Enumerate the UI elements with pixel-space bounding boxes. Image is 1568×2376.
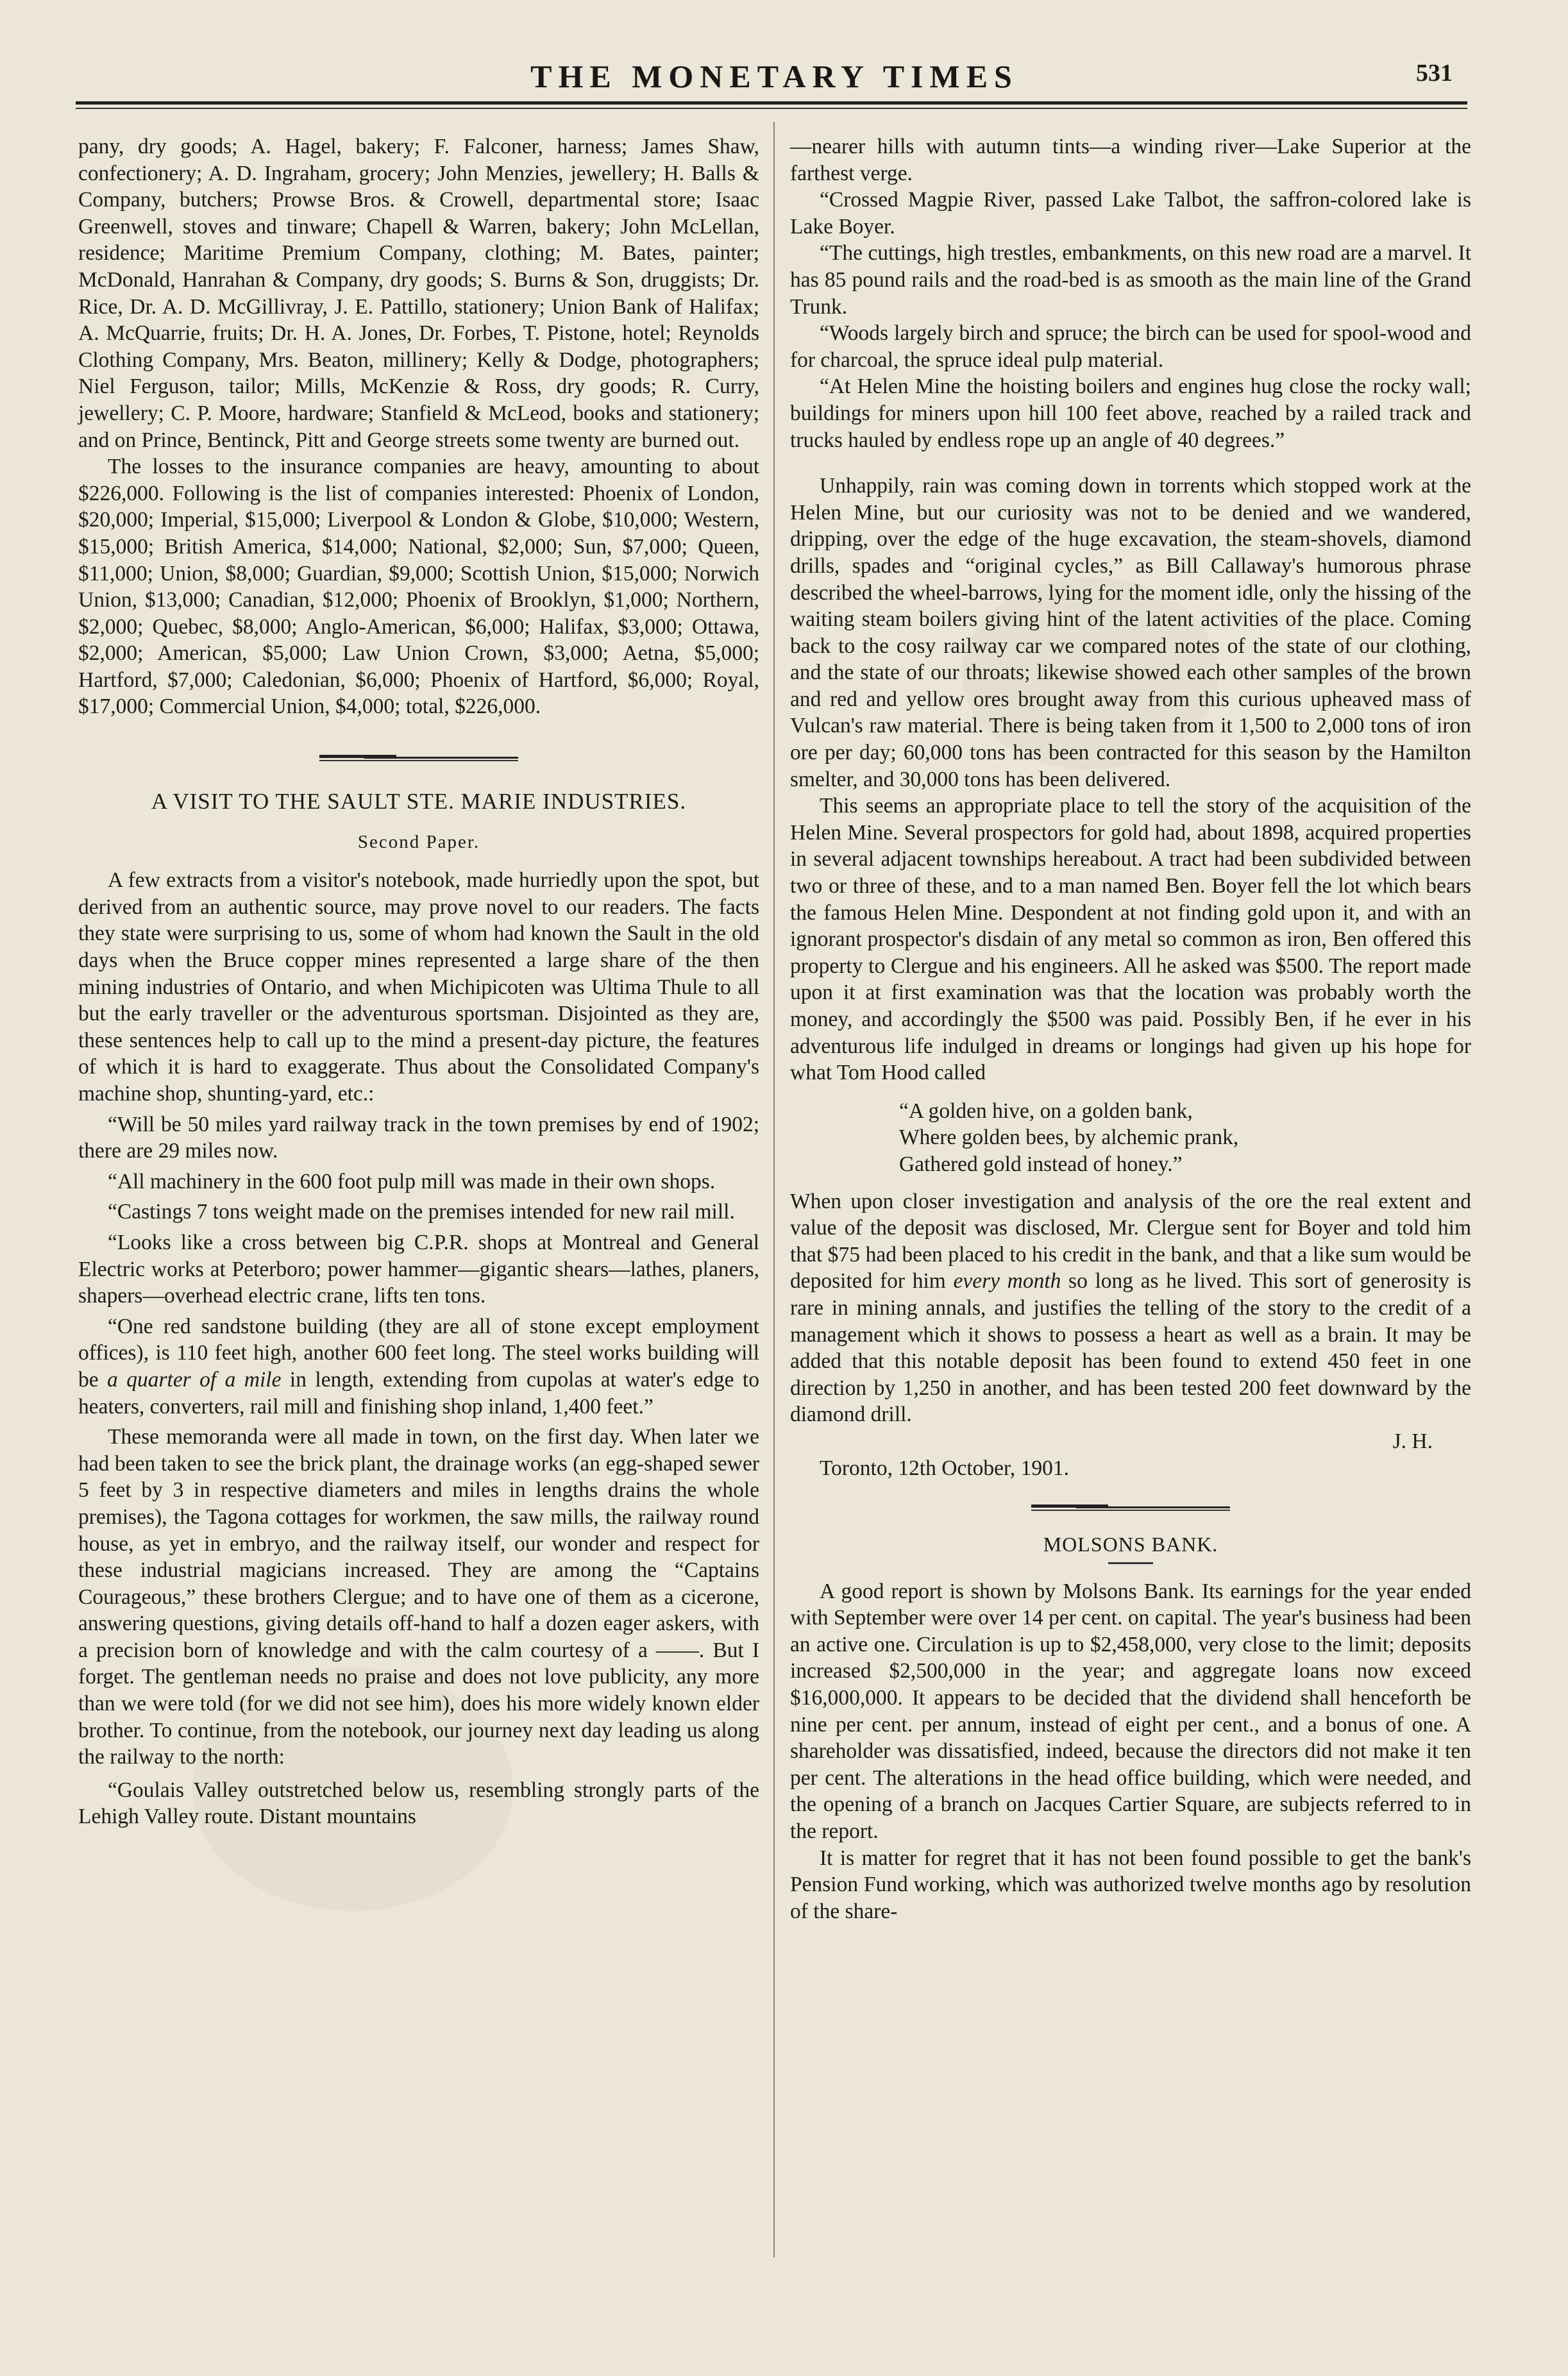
poem-quote: [790, 1098, 1471, 1178]
section-separator: [319, 751, 518, 765]
right-column: [790, 133, 1471, 1925]
notebook-quote: [78, 1313, 759, 1420]
header-rule-thin: [76, 108, 1467, 109]
memoranda-paragraph: These memoranda were all made in town, on the first day. When later we had been taken to see the brick plant, the drainage works (an egg-shaped sewer 5 feet by 3 in respective diameters and miles in lengths drains the whole premises), the Tagona cottages for workmen, the saw mills, the railway round house, as yet in embryo, and the railway itself, our wonder and respect for these industrial magicians increased. They are among the “Captains Courageous,” these brothers Clergue; and to have one of them as a cicerone, answering questions, giving details off-hand to half a dozen eager askers, with a precision born of knowledge and with the calm courtesy of a ——. But I forget. The gentleman needs no praise and does not love publicity, any more than we were told (for we did not see him), does his more widely known elder brother. To continue, from the notebook, our journey next day leading us along the railway to the north:: [78, 1425, 759, 1769]
fire-report-paragraph: pany, dry goods; A. Hagel, bakery; F. Falconer, harness; James Shaw, confectionery; A. D. Ingraham, grocery; John Menzies, jewellery; H. Balls & Company, butchers; Prowse Bros. & Crowell, departmental store; Isaac Greenwell, stoves and tinware; Chapell & Warren, bakery; John McLellan, residence; Maritime Premium Company, clothing; M. Bates, painter; McDonald, Hanrahan & Company, dry goods; S. Burns & Son, druggists; Dr. Rice, Dr. A. D. McGillivray, J. E. Pattillo, stationery; Union Bank of Halifax; A. McQuarrie, fruits; Dr. H. A. Jones, Dr. Forbes, T. Pistone, hotel; Reynolds Clothing Company, Mrs. Beaton, millinery; Kelly & Dodge, photographers; Niel Ferguson, tailor; Mills, McKenzie & Ross, dry goods; R. Curry, jewellery; C. P. Moore, hardware; Stanfield & McLeod, books and stationery; and on Prince, Bentinck, Pitt and George streets some twenty are burned out.: [78, 135, 759, 452]
notebook-quote: “At Helen Mine the hoisting boilers and engines hug close the rocky wall; buildings for miners upon hill 100 feet above, reached by a railed track and trucks hauled by endless rope up an angle of 40 degrees.”: [790, 375, 1471, 452]
article-subtitle: Second Paper.: [357, 831, 480, 852]
column-divider: [773, 122, 775, 2257]
helen-mine-paragraph: Unhappily, rain was coming down in torrents which stopped work at the Helen Mine, but our curiosity was not to be denied and we wandered, dripping, over the edge of the huge excavation, the steam-shovels, diamond drills, spades and “original cycles,” as Bill Callaway's humorous phrase described the wheel-barrows, lying for the moment idle, only the hissing of the waiting steam boilers giving hint of the latent activities of the place. Coming back to the cosy railway car we compared notes of the state of our clothing, and the state of our throats; likewise showed each other samples of the brown and red and yellow ores brought away from this curious upheaved mass of Vulcan's raw material. There is being taken from it 1,500 to 2,000 tons of iron ore per day; 60,000 tons has been contracted for this season by the Hamilton smelter, and 30,000 tons has been delivered.: [790, 474, 1471, 791]
page-number: 531: [1416, 60, 1453, 87]
notebook-quote: “Goulais Valley outstretched below us, resembling strongly parts of the Lehigh Valley route. Distant mountains: [78, 1778, 759, 1829]
notebook-continuation: —nearer hills with autumn tints—a winding river—Lake Superior at the farthest verge.: [790, 135, 1471, 185]
dateline: Toronto, 12th October, 1901.: [820, 1456, 1069, 1480]
notebook-quote: “Woods largely birch and spruce; the birch can be used for spool-wood and for charcoal, the spruce ideal pulp material.: [790, 321, 1471, 372]
page-header: [71, 50, 1478, 101]
paragraph-text: When upon closer investigation and analysis of the ore the real extent and value of the deposit was disclosed, Mr. Clergue sent for Boyer and told him that $75 had been placed to his credit in the bank, and that a like sum would be deposited for him: [790, 1189, 1471, 1293]
notebook-quote: “Looks like a cross between big C.P.R. shops at Montreal and General Electric works at Peterboro; power hammer—gigantic shears—lathes, planers, shapers—overhead electric crane, lifts ten tons.: [78, 1230, 759, 1308]
pension-paragraph: It is matter for regret that it has not been found possible to get the bank's Pension Fund working, which was authorized twelve months ago by resolution of the share-: [790, 1846, 1471, 1923]
notebook-quote: “Castings 7 tons weight made on the premises intended for new rail mill.: [108, 1200, 735, 1224]
generosity-paragraph: [790, 1188, 1471, 1428]
header-rule: [76, 101, 1467, 105]
left-column: [78, 133, 759, 1830]
notebook-quote: “All machinery in the 600 foot pulp mill was made in their own shops.: [108, 1169, 716, 1193]
publication-title: THE MONETARY TIMES: [530, 58, 1018, 94]
quote-text: in length, extending from cupolas at water's edge to heaters, converters, rail mill and finishing shop inland, 1,400 feet.”: [78, 1367, 759, 1419]
section-separator: [1031, 1501, 1230, 1515]
article-intro: A few extracts from a visitor's notebook, made hurriedly upon the spot, but derived from an authentic source, may prove novel to our readers. The facts they state were surprising to us, some of whom had known the Sault in the old days when the Bruce copper mines represented a large share of the then mining industries of Ontario, and when Michipicoten was Ultima Thule to all but the early traveller or the adventurous sportsman. Disjointed as they are, these sentences help to call up to the mind a present-day picture, the features of which it is hard to exaggerate. Thus about the Consolidated Company's machine shop, shunting-yard, etc.:: [78, 868, 759, 1106]
notebook-quote: “Will be 50 miles yard railway track in the town premises by end of 1902; there are 29 miles now.: [78, 1112, 759, 1163]
paragraph-italic: every month: [953, 1269, 1061, 1293]
bank-report-paragraph: A good report is shown by Molsons Bank. Its earnings for the year ended with September were over 14 per cent. on capital. The year's business had been an active one. Circulation is up to $2,458,000, very close to the limit; deposits increased $2,500,000 in the year; and aggregate loans now exceed $16,000,000. It appears to be decided that the dividend shall henceforth be nine per cent. per annum, instead of eight per cent., and a bonus of one. A shareholder was dissatisfied, indeed, because the directors did not make it ten per cent. The alterations in the head office building, which were needed, and the opening of a branch on Jacques Cartier Square, are subjects referred to in the report.: [790, 1579, 1471, 1844]
article-title: A VISIT TO THE SAULT STE. MARIE INDUSTRIES.: [151, 789, 687, 814]
quote-text: “One red sandstone building (they are all of stone except employment offices), is 110 feet high, another 600 feet long. The steel works building will be: [78, 1314, 759, 1392]
poem-line: Where golden bees, by alchemic prank,: [899, 1125, 1239, 1150]
fire-report-paragraph: The losses to the insurance companies are heavy, amounting to about $226,000. Following is the list of companies interested: Phoenix of London, $20,000; Imperial, $15,000; Liverpool & London & Globe, $10,000; Western, $15,000; British America, $14,000; National, $2,000; Sun, $7,000; Queen, $11,000; Union, $8,000; Guardian, $9,000; Scottish Union, $15,000; Norwich Union, $13,000; Canadian, $12,000; Phoenix of Brooklyn, $1,000; Northern, $2,000; Quebec, $8,000; Anglo-American, $6,000; Halifax, $3,000; Ottawa, $2,000; American, $5,000; Law Union Crown, $3,000; Aetna, $5,000; Hartford, $7,000; Caledonian, $6,000; Phoenix of Hartford, $6,000; Royal, $17,000; Commercial Union, $4,000; total, $226,000.: [78, 455, 759, 719]
title-rule: [1108, 1562, 1153, 1564]
poem-line: “A golden hive, on a golden bank,: [899, 1099, 1193, 1123]
poem-line: Gathered gold instead of honey.”: [899, 1152, 1183, 1176]
notebook-quote: “The cuttings, high trestles, embankments, on this new road are a marvel. It has 85 pound rails and the road-bed is as smooth as the main line of the Grand Trunk.: [790, 241, 1471, 319]
helen-mine-story: This seems an appropriate place to tell the story of the acquisition of the Helen Mine. Several prospectors for gold had, about 1898, acquired properties in several adjacent townships hereabout. A tract had been subdivided between two or three of these, and to a man named Ben. Boyer fell the lot which bears the famous Helen Mine. Despondent at not finding gold upon it, and with an ignorant prospector's disdain of any metal so common as iron, Ben offered this property to Clergue and his engineers. All he asked was $500. The report made upon it at first examination was that the location was probably worth the money, and accordingly the $500 was paid. Possibly Ben, if he ever in his adventurous life indulged in dreams or longings had given up his hope for what Tom Hood called: [790, 794, 1471, 1085]
paragraph-text: so long as he lived. This sort of generosity is rare in mining annals, and justifies the telling of the story to the credit of a management which it shows to possess a heart as well as a brain. It may be added that this notable deposit has been found to extend 450 feet in one direction by 1,250 in another, and has been tested 200 feet downward by the diamond drill.: [790, 1269, 1471, 1427]
bank-article-title: MOLSONS BANK.: [1043, 1533, 1218, 1556]
quote-italic: a quarter of a mile: [107, 1367, 282, 1392]
notebook-quote: “Crossed Magpie River, passed Lake Talbot, the saffron-colored lake is Lake Boyer.: [790, 188, 1471, 239]
author-signature: J. H.: [1392, 1429, 1433, 1453]
